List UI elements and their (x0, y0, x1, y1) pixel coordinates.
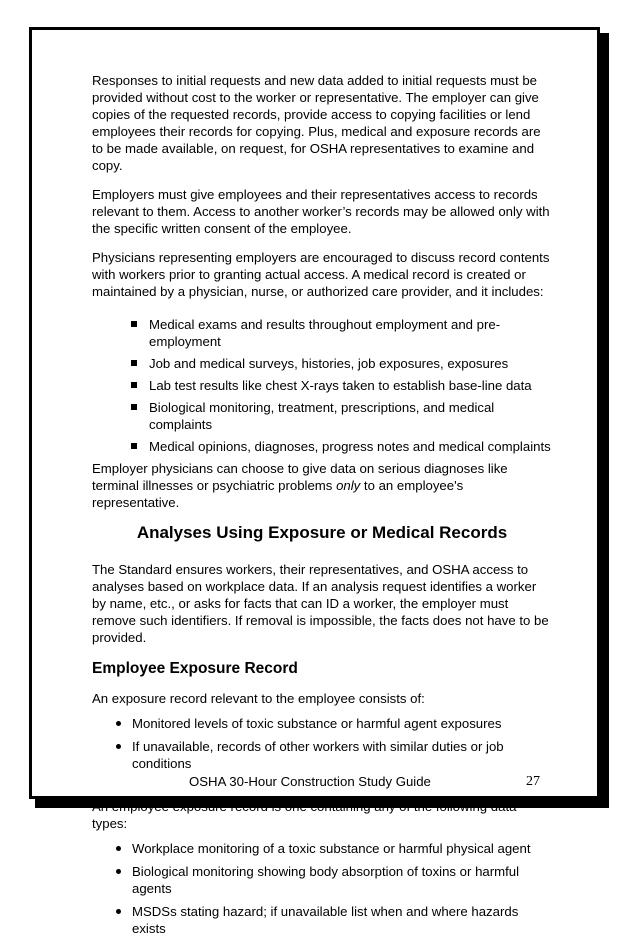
page-footer (92, 774, 552, 792)
round-bullet-icon (116, 721, 121, 726)
medical-record-list (92, 316, 552, 455)
square-bullet-icon (131, 321, 137, 327)
list-item: Job and medical surveys, histories, job exposures, exposures (92, 355, 552, 372)
paragraph-employer-physicians: Employer physicians can choose to give data on serious diagnoses like terminal illnesses or psychiatric problems only to an employee's representative. (92, 461, 508, 510)
square-bullet-icon (131, 404, 137, 410)
list-item: Biological monitoring, treatment, prescriptions, and medical complaints (92, 399, 552, 433)
list-item: Medical opinions, diagnoses, progress notes and medical complaints (92, 438, 552, 455)
round-bullet-icon (116, 846, 121, 851)
round-bullet-icon (116, 909, 121, 914)
round-bullet-icon (116, 744, 121, 749)
square-bullet-icon (131, 360, 137, 366)
paragraph-standard: The Standard ensures workers, their representatives, and OSHA access to analyses based on workplace data. If an analysis request identifies a worker by name, etc., or asks for facts that can ID a worker, the employer must remove such identifiers. If removal is impossible, the facts does not have to be provided. (92, 562, 549, 645)
paragraph-access: Employers must give employees and their representatives access to records relevant to them. Access to another worker’s records may be allowed only with the specific written consent of the employee. (92, 187, 550, 236)
list-item: Workplace monitoring of a toxic substance or harmful physical agent (92, 840, 552, 857)
page-content (92, 72, 552, 947)
paragraph-responses: Responses to initial requests and new data added to initial requests must be provided without cost to the worker or representative. The employer can give copies of the requested records, provide access to copying facilities or lend employees their records for copying. Plus, medical and exposure records are to be made available, on request, for OSHA representatives to examine and copy. (92, 73, 541, 173)
section-heading: Analyses Using Exposure or Medical Records (136, 523, 508, 542)
round-bullet-icon (116, 869, 121, 874)
list-item: Monitored levels of toxic substance or harmful agent exposures (92, 715, 552, 732)
paragraph-exposure-intro: An exposure record relevant to the employee consists of: (92, 691, 425, 706)
exposure-record-list (92, 715, 552, 772)
list-item: Biological monitoring showing body absorption of toxins or harmful agents (92, 863, 552, 897)
page-number: 27 (526, 774, 540, 789)
list-item: Medical exams and results throughout employment and pre-employment (92, 316, 552, 350)
paragraph-physicians: Physicians representing employers are encouraged to discuss record contents with workers prior to granting actual access. A medical record is created or maintained by a physician, nurse, or authorized care provider, and it includes: (92, 250, 550, 299)
footer-title: OSHA 30-Hour Construction Study Guide (189, 774, 431, 789)
subheading-exposure-record: Employee Exposure Record (92, 660, 298, 677)
paragraph-data-types-intro: An employee exposure record is one containing any of the following data types: (92, 799, 517, 831)
square-bullet-icon (131, 382, 137, 388)
list-item: Lab test results like chest X-rays taken to establish base-line data (92, 377, 552, 394)
data-types-list (92, 840, 552, 937)
square-bullet-icon (131, 443, 137, 449)
list-item: If unavailable, records of other workers with similar duties or job conditions (92, 738, 552, 772)
list-item: MSDSs stating hazard; if unavailable list when and where hazards exists (92, 903, 552, 937)
